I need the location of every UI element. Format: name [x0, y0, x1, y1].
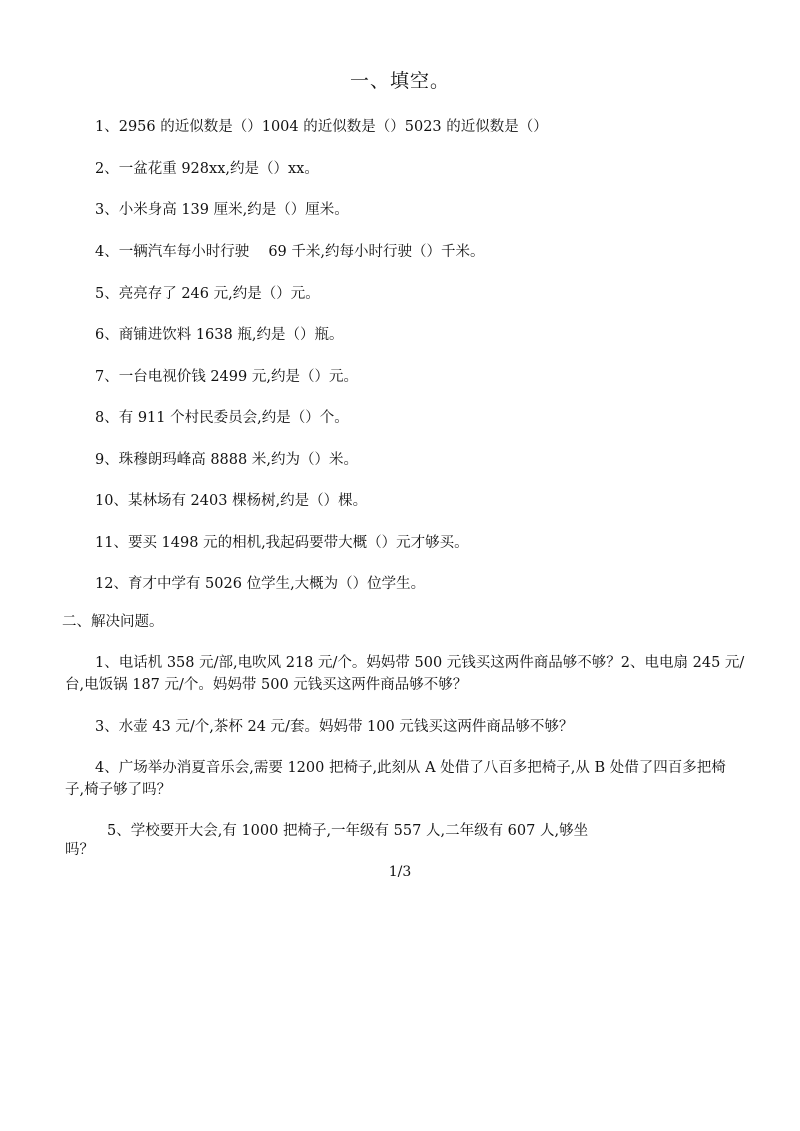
section-title-problem-solving: 二、解决问题。 — [62, 614, 164, 630]
problem-5-line-2: 吗？ — [65, 842, 94, 858]
question-6: 6、商铺进饮料 1638 瓶,约是（）瓶。 — [95, 327, 344, 343]
question-1: 1、2956 的近似数是（）1004 的近似数是（）5023 的近似数是（） — [95, 119, 548, 135]
problem-4-line-2: 子,椅子够了吗？ — [65, 782, 172, 798]
question-8: 8、有 911 个村民委员会,约是（）个。 — [95, 410, 349, 426]
question-4: 4、一辆汽车每小时行驶 69 千米,约每小时行驶（）千米。 — [95, 244, 485, 260]
question-9: 9、珠穆朗玛峰高 8888 米,约为（）米。 — [95, 452, 358, 468]
section-title-fill-in: 一、填空。 — [349, 70, 450, 92]
question-2: 2、一盆花重 928xx,约是（）xx。 — [95, 161, 319, 177]
problem-1-line-2: 台,电饭锅 187 元/个。妈妈带 500 元钱买这两件商品够不够？ — [65, 677, 468, 693]
problem-3: 3、水壶 43 元/个,茶杯 24 元/套。妈妈带 100 元钱买这两件商品够不够？ — [95, 719, 574, 735]
question-11: 11、要买 1498 元的相机,我起码要带大概（）元才够买。 — [95, 535, 469, 551]
problem-4-line-1: 4、广场举办消夏音乐会,需要 1200 把椅子,此刻从 A 处借了八百多把椅子,从 B 处借了四百多把椅 — [95, 760, 726, 776]
question-5: 5、亮亮存了 246 元,约是（）元。 — [95, 286, 320, 302]
question-10: 10、某林场有 2403 棵杨树,约是（）棵。 — [95, 493, 368, 509]
question-12: 12、育才中学有 5026 位学生,大概为（）位学生。 — [95, 576, 426, 592]
problem-5-line-1: 5、学校要开大会,有 1000 把椅子,一年级有 557 人,二年级有 607 人,够坐 — [107, 823, 589, 839]
question-3: 3、小米身高 139 厘米,约是（）厘米。 — [95, 202, 349, 218]
question-7: 7、一台电视价钱 2499 元,约是（）元。 — [95, 369, 358, 385]
page-number: 1/3 — [388, 864, 412, 880]
problem-1-line-1: 1、电话机 358 元/部,电吹风 218 元/个。妈妈带 500 元钱买这两件商品够不够？2、电电扇 245 元/ — [95, 655, 745, 671]
